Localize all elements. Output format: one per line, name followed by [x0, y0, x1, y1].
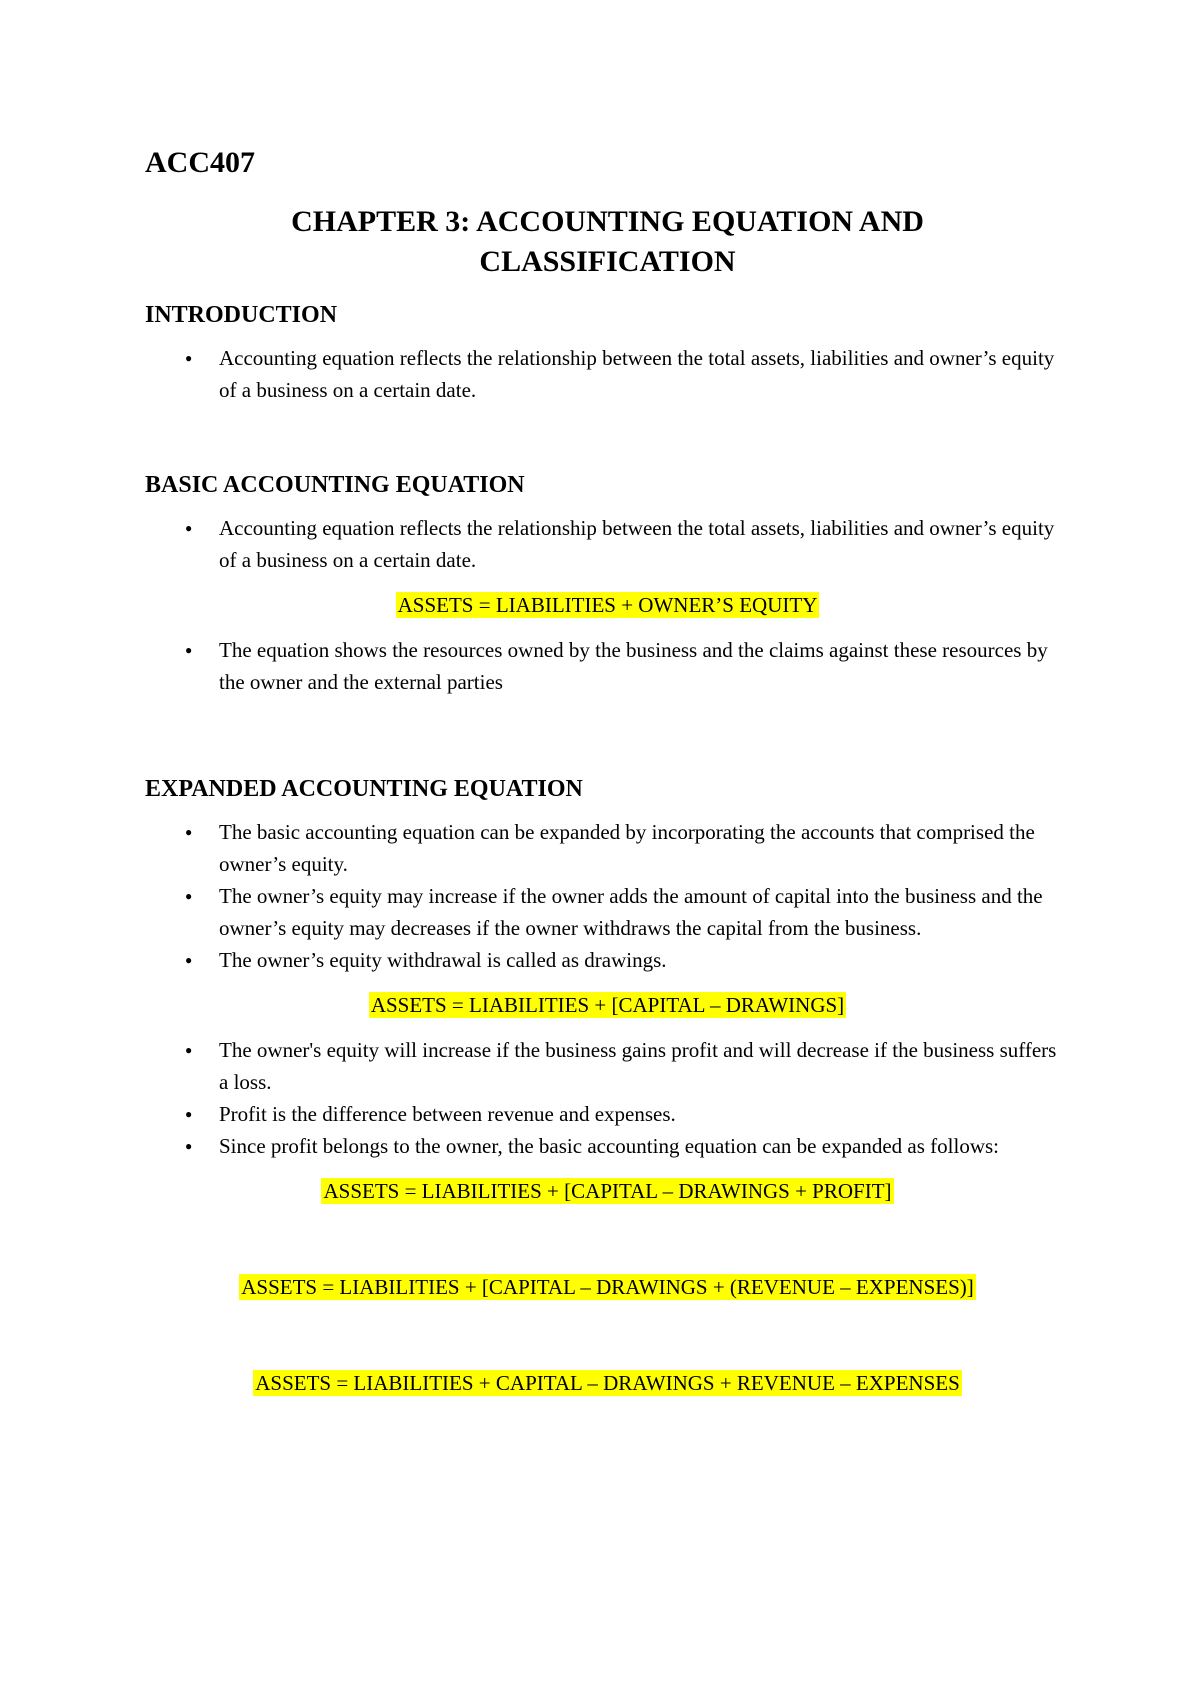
- equation-text: ASSETS = LIABILITIES + CAPITAL – DRAWINGS + REVENUE – EXPENSES: [255, 1371, 960, 1395]
- section-introduction: [145, 300, 1070, 406]
- list-item: ● The owner's equity will increase if the business gains profit and will decrease if the business suffers a loss.: [145, 1034, 1070, 1098]
- section-expanded-equation: [145, 774, 1070, 1398]
- highlighted-equation: [145, 1272, 1070, 1302]
- section-heading: EXPANDED ACCOUNTING EQUATION: [145, 776, 583, 802]
- list-item: ● Accounting equation reflects the relationship between the total assets, liabilities and owner’s equity of a business on a certain date.: [145, 342, 1070, 406]
- equation-text: ASSETS = LIABILITIES + [CAPITAL – DRAWINGS + PROFIT]: [323, 1179, 892, 1203]
- chapter-title-line1: CHAPTER 3: ACCOUNTING EQUATION AND: [291, 205, 924, 238]
- course-code: ACC407: [145, 146, 255, 179]
- equation-text: ASSETS = LIABILITIES + [CAPITAL – DRAWINGS + (REVENUE – EXPENSES)]: [241, 1275, 974, 1299]
- bullet-list: [145, 816, 1070, 976]
- bullet-list: [145, 634, 1070, 698]
- chapter-title: [145, 202, 1070, 282]
- bullet-list: [145, 342, 1070, 406]
- section-heading: INTRODUCTION: [145, 302, 338, 328]
- list-item: ● The equation shows the resources owned by the business and the claims against these resources by the owner and the external parties: [145, 634, 1070, 698]
- bullet-list: [145, 512, 1070, 576]
- equation-text: ASSETS = LIABILITIES + [CAPITAL – DRAWINGS]: [370, 993, 845, 1017]
- highlighted-equation: [145, 990, 1070, 1020]
- section-heading: BASIC ACCOUNTING EQUATION: [145, 472, 525, 498]
- list-item: ● Profit is the difference between revenue and expenses.: [145, 1098, 1070, 1130]
- list-item: ● The owner’s equity withdrawal is called as drawings.: [145, 944, 1070, 976]
- highlighted-equation: [145, 1368, 1070, 1398]
- list-item: ● The basic accounting equation can be expanded by incorporating the accounts that comprised the owner’s equity.: [145, 816, 1070, 880]
- highlighted-equation: [145, 590, 1070, 620]
- list-item: ● Accounting equation reflects the relationship between the total assets, liabilities and owner’s equity of a business on a certain date.: [145, 512, 1070, 576]
- list-item: ● Since profit belongs to the owner, the basic accounting equation can be expanded as follows:: [145, 1130, 1070, 1162]
- highlighted-equation: [145, 1176, 1070, 1206]
- section-basic-equation: [145, 470, 1070, 698]
- equation-text: ASSETS = LIABILITIES + OWNER’S EQUITY: [397, 593, 818, 617]
- bullet-list: [145, 1034, 1070, 1162]
- chapter-title-line2: CLASSIFICATION: [479, 245, 736, 278]
- list-item: ● The owner’s equity may increase if the owner adds the amount of capital into the business and the owner’s equity may decreases if the owner withdraws the capital from the business.: [145, 880, 1070, 944]
